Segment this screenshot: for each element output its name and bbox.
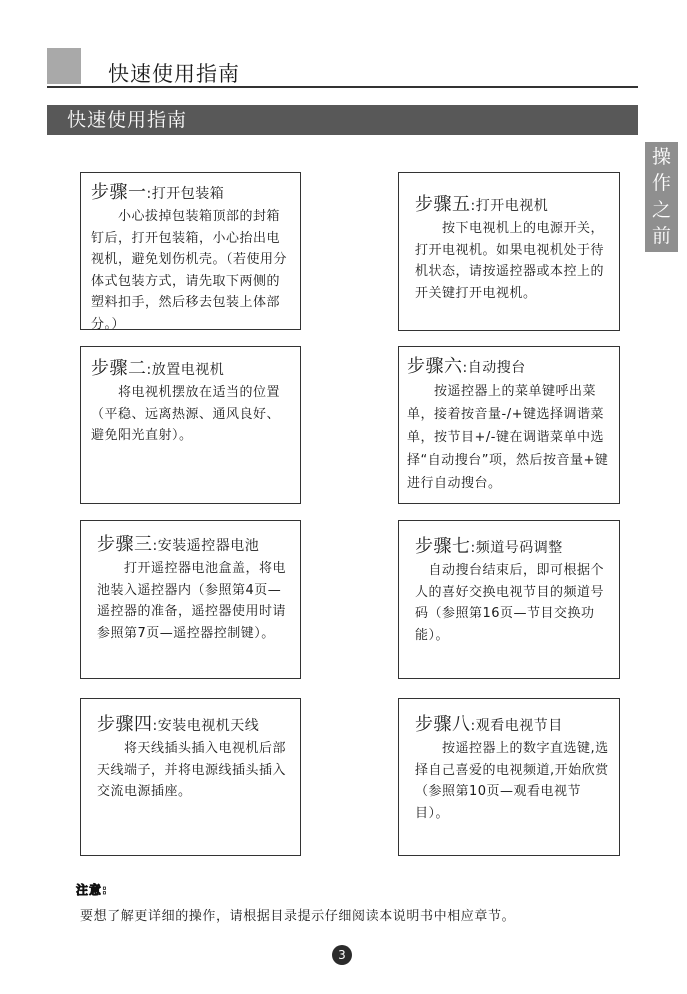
header-divider xyxy=(47,86,638,88)
step-8-box xyxy=(398,698,620,856)
header-marker xyxy=(47,48,81,84)
step-text: 小心拔掉包装箱顶部的封箱钉后，打开包装箱，小心抬出电视机，避免划伤机壳。（若使用分体式包装方式，请先取下两侧的塑料扣手，然后移去包装上体部分。） xyxy=(91,209,288,332)
step-title: 步骤六:自动搜台 xyxy=(407,356,526,377)
side-tab-char: 前 xyxy=(651,225,671,248)
step-title: 步骤八:观看电视节目 xyxy=(415,714,563,735)
step-6-box xyxy=(398,346,620,504)
step-1-box xyxy=(80,172,301,330)
step-text: 将电视机摆放在适当的位置（平稳、远离热源、通风良好、避免阳光直射）。 xyxy=(91,385,281,443)
step-text: 将天线插头插入电视机后部天线端子，并将电源线插头插入交流电源插座。 xyxy=(97,741,287,799)
page-title: 快速使用指南 xyxy=(108,62,240,86)
step-title: 步骤四:安装电视机天线 xyxy=(97,714,260,735)
step-text: 打开遥控器电池盒盖，将电池装入遥控器内（参照第4页—遥控器的准备，遥控器使用时请参照第7页—遥控器控制键）。 xyxy=(97,561,287,641)
step-text: 自动搜台结束后，即可根据个人的喜好交换电视节目的频道号码（参照第16页—节目交换功能）。 xyxy=(415,563,605,643)
note-text: 要想了解更详细的操作，请根据目录提示仔细阅读本说明书中相应章节。 xyxy=(80,909,516,924)
step-title: 步骤七:频道号码调整 xyxy=(415,536,563,557)
section-title-bar: 快速使用指南 xyxy=(47,105,638,135)
step-text: 按下电视机上的电源开关，打开电视机。如果电视机处于待机状态，请按遥控器或本控上的开关键打开电视机。 xyxy=(415,221,605,301)
step-5-box xyxy=(398,172,620,331)
step-2-box xyxy=(80,346,301,504)
step-7-box xyxy=(398,520,620,679)
step-text: 按遥控器上的菜单键呼出菜单，接着按音量-/+键选择调谐菜单，按节目+/-键在调谐菜单中选择“自动搜台”项，然后按音量+键进行自动搜台。 xyxy=(407,384,609,491)
side-tab xyxy=(645,142,678,252)
step-title: 步骤五:打开电视机 xyxy=(415,194,549,215)
side-tab-char: 之 xyxy=(651,198,671,221)
step-title: 步骤三:安装遥控器电池 xyxy=(97,534,260,555)
side-tab-char: 作 xyxy=(651,172,671,195)
side-tab-char: 操 xyxy=(651,145,671,168)
note-label: 注意: xyxy=(76,883,108,897)
page-number: 3 xyxy=(332,945,352,965)
step-title: 步骤一:打开包装箱 xyxy=(91,182,225,203)
step-4-box xyxy=(80,698,301,856)
step-text: 按遥控器上的数字直选键,选择自己喜爱的电视频道,开始欣赏（参照第10页—观看电视节目）。 xyxy=(415,741,609,821)
step-title: 步骤二:放置电视机 xyxy=(91,358,225,379)
step-3-box xyxy=(80,520,301,679)
